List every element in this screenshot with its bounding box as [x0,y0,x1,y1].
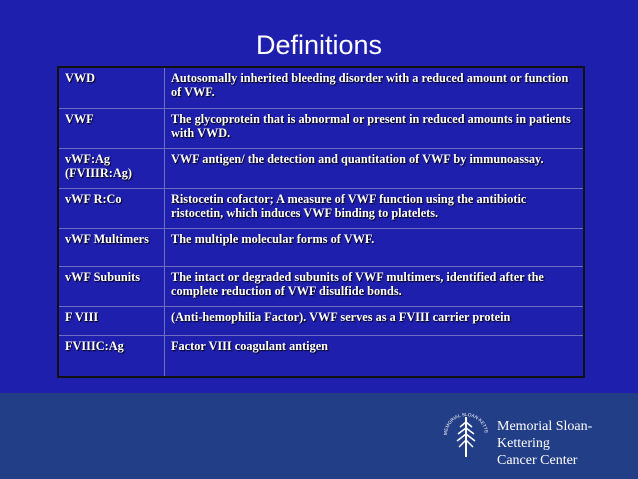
term-cell: F VIII [58,306,165,335]
term-cell: FVIIIC:Ag [58,335,165,377]
term-cell: vWF:Ag (FVIIIR:Ag) [58,148,165,188]
definition-cell: Autosomally inherited bleeding disorder with a reduced amount or function of VWF. [165,67,585,108]
table-row [58,148,584,188]
msk-logotype [497,418,638,469]
term-cell: vWF Subunits [58,266,165,306]
term-cell: vWF R:Co [58,188,165,228]
table-row [58,266,584,306]
table-row [58,108,584,148]
definition-cell: Ristocetin cofactor; A measure of VWF function using the antibiotic ristocetin, which induces VWF binding to platelets. [165,188,585,228]
msk-seal-icon [438,405,494,465]
term-cell: VWF [58,108,165,148]
term-cell: VWD [58,67,165,108]
table-row [58,306,584,335]
definition-cell: (Anti-hemophilia Factor). VWF serves as a FVIII carrier protein [165,306,585,335]
definition-cell: The glycoprotein that is abnormal or present in reduced amounts in patients with VWD. [165,108,585,148]
logo-name-line1: Memorial Sloan-Kettering [497,419,593,451]
definition-cell: Factor VIII coagulant antigen [165,335,585,377]
term-cell: vWF Multimers [58,228,165,266]
table-row [58,335,584,377]
definition-cell: VWF antigen/ the detection and quantitation of VWF by immunoassay. [165,148,585,188]
definition-cell: The intact or degraded subunits of VWF multimers, identified after the complete reduction of VWF disulfide bonds. [165,266,585,306]
definitions-table [57,66,585,378]
page-title: Definitions [255,30,383,60]
table-row [58,188,584,228]
seal-text: MEMORIAL SLOAN-KETTE [442,411,489,436]
table-row [58,67,584,108]
definition-cell: The multiple molecular forms of VWF. [165,228,585,266]
logo-name-line2: Cancer Center [497,453,578,468]
table-row [58,228,584,266]
